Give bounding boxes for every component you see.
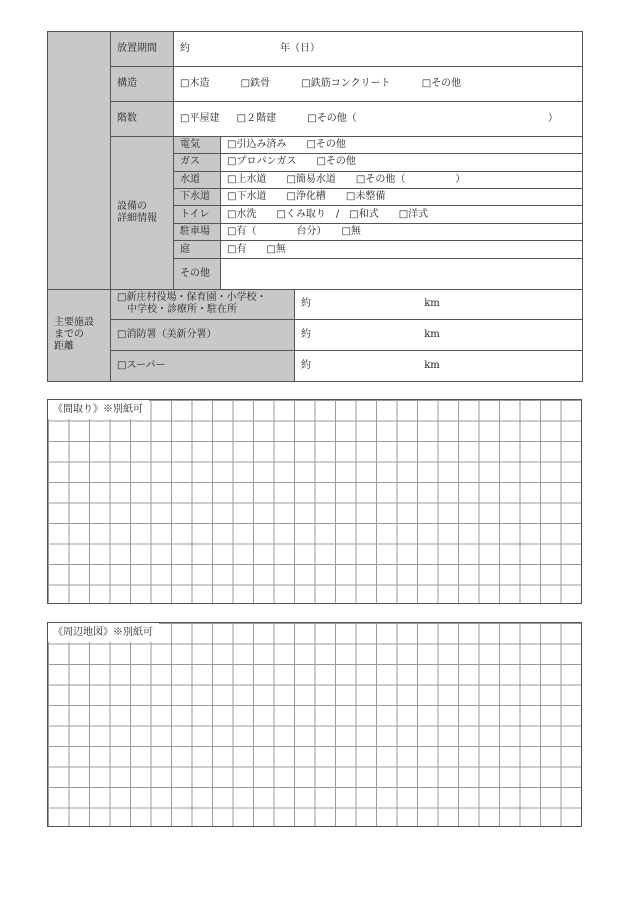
distance-unit-2: km — [424, 360, 440, 372]
water-label: 水道 — [174, 171, 221, 188]
toilet-value[interactable]: □水洗 □くみ取り / □和式 □洋式 — [221, 206, 583, 223]
floors-option-other[interactable]: □その他（ — [307, 112, 357, 124]
distance-item-1[interactable]: □消防署（美新分署） — [111, 320, 295, 351]
distance-item-0-line1: □新庄村役場・保育園・小学校・ — [117, 292, 267, 304]
facilities-label-line1: 設備の — [117, 200, 147, 212]
structure-option-steel[interactable]: □鉄骨 — [240, 77, 271, 89]
distance-label-line3: 距離 — [54, 341, 74, 353]
map-grid[interactable] — [47, 622, 582, 827]
floorplan-title: 《間取り》※別紙可 — [48, 400, 149, 419]
floors-close-paren: ） — [548, 112, 558, 124]
floors-label: 階数 — [111, 101, 174, 136]
parking-value[interactable]: □有（ 台分） □無 — [221, 223, 583, 240]
map-title: 《周辺地図》※別紙可 — [48, 623, 159, 642]
sewer-value[interactable]: □下水道 □浄化槽 □未整備 — [221, 188, 583, 205]
period-label: 放置期間 — [111, 32, 174, 67]
structure-option-wood[interactable]: □木造 — [180, 77, 210, 89]
other-value[interactable] — [221, 258, 583, 289]
garden-value[interactable]: □有 □無 — [221, 241, 583, 258]
distance-prefix-1: 約 — [301, 329, 311, 341]
other-label: その他 — [174, 258, 221, 289]
gas-label: ガス — [174, 154, 221, 171]
distance-label-line2: までの — [54, 329, 84, 341]
floors-options — [174, 101, 583, 136]
structure-label: 構造 — [111, 66, 174, 101]
structure-option-other[interactable]: □その他 — [421, 77, 462, 89]
gas-value[interactable]: □プロパンガス □その他 — [221, 154, 583, 171]
toilet-label: トイレ — [174, 206, 221, 223]
water-value[interactable]: □上水道 □簡易水道 □その他（ ） — [221, 171, 583, 188]
electric-value[interactable]: □引込み済み □その他 — [221, 136, 583, 153]
structure-option-rc[interactable]: □鉄筋コンクリート — [301, 77, 391, 89]
distance-item-2[interactable]: □スーパー — [111, 351, 295, 382]
distance-item-0-line2: 中学校・診療所・駐在所 — [127, 304, 237, 316]
distance-value-1[interactable] — [295, 320, 583, 351]
distance-value-2[interactable] — [295, 351, 583, 382]
floorplan-grid[interactable] — [47, 399, 582, 604]
distance-label-line1: 主要施設 — [54, 317, 94, 329]
period-value: 約 年（日） — [174, 32, 583, 67]
distance-prefix-0: 約 — [301, 298, 311, 310]
garden-label: 庭 — [174, 241, 221, 258]
electric-label: 電気 — [174, 136, 221, 153]
distance-prefix-2: 約 — [301, 360, 311, 372]
sewer-label: 下水道 — [174, 188, 221, 205]
structure-options — [174, 66, 583, 101]
property-info-form — [47, 31, 583, 382]
left-margin-cell — [48, 32, 111, 290]
floors-option-single[interactable]: □平屋建 — [180, 112, 220, 124]
distance-value-0[interactable] — [295, 289, 583, 320]
distance-unit-0: km — [424, 298, 440, 310]
distance-item-0[interactable] — [111, 289, 295, 320]
facilities-label-line2: 詳細情報 — [117, 212, 157, 224]
facilities-label — [111, 136, 174, 289]
distance-unit-1: km — [424, 329, 440, 341]
parking-label: 駐車場 — [174, 223, 221, 240]
distance-label — [48, 289, 111, 381]
floors-option-two[interactable]: □２階建 — [236, 112, 277, 124]
